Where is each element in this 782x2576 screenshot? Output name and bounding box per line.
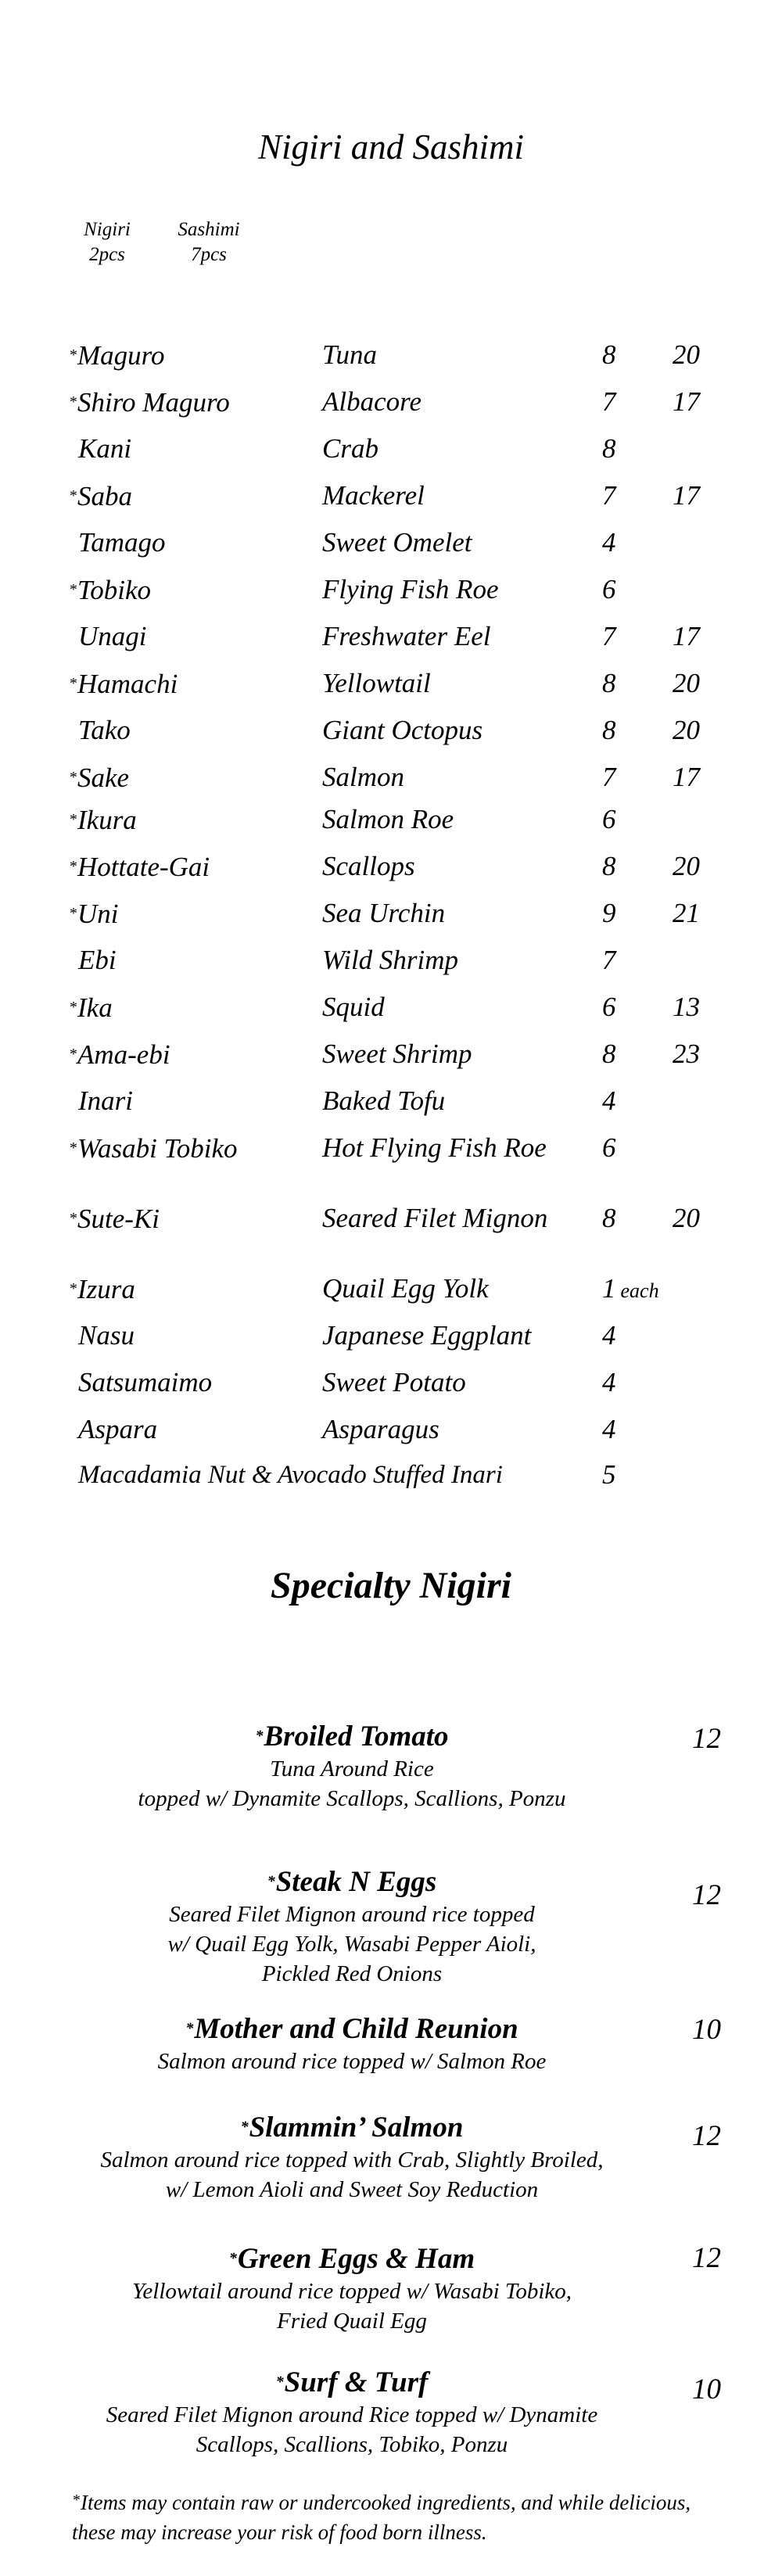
nigiri-price [602, 943, 616, 978]
item-english-name: Squid [322, 992, 385, 1022]
nigiri-price [602, 896, 616, 931]
specialty-price: 12 [692, 1879, 721, 1911]
item-japanese-name [69, 760, 129, 795]
specialty-item [63, 2011, 641, 2076]
specialty-name-text: Green Eggs & Ham [237, 2243, 475, 2275]
nigiri-price [602, 1131, 616, 1165]
specialty-price: 10 [692, 2373, 721, 2406]
nigiri-price-value: 6 [602, 574, 616, 605]
nigiri-price [602, 1412, 616, 1447]
item-english-name: Japanese Eggplant [322, 1320, 532, 1351]
japanese-name-text: Tobiko [77, 575, 152, 605]
raw-star: * [69, 905, 77, 922]
japanese-name-text: Aspara [78, 1414, 158, 1444]
specialty-description-line: Yellowtail around rice topped w/ Wasabi Tobiko, [131, 2279, 572, 2304]
nigiri-price-value: 4 [602, 1320, 616, 1351]
sashimi-price: 13 [673, 992, 700, 1022]
nigiri-price-value: 8 [602, 433, 616, 464]
raw-star: * [69, 1139, 77, 1157]
raw-star: * [275, 2373, 284, 2391]
raw-star: * [255, 1727, 264, 1745]
specialty-name [63, 2011, 641, 2047]
item-english-name: Sweet Potato [322, 1367, 466, 1397]
price-note: each [620, 1279, 659, 1302]
nigiri-price [602, 432, 616, 466]
item-english-name: Salmon [322, 762, 404, 792]
nigiri-price [602, 338, 616, 372]
footnote-star: * [72, 2492, 80, 2509]
specialty-name-text: Steak N Eggs [275, 1866, 437, 1898]
nigiri-price [602, 713, 616, 748]
nigiri-price [602, 479, 616, 513]
specialty-description-line: Salmon around rice topped w/ Salmon Roe [157, 2049, 547, 2074]
item-japanese-name [69, 1365, 212, 1400]
item-japanese-name [69, 1037, 170, 1072]
item-japanese-name [69, 896, 119, 931]
specialty-description-line: Tuna Around Rice [270, 1756, 434, 1781]
item-english-name: Sweet Shrimp [322, 1039, 472, 1069]
nigiri-price-value: 4 [602, 1367, 616, 1397]
nigiri-price [602, 1365, 616, 1400]
japanese-name-text: Maguro [77, 340, 165, 371]
nigiri-price-value: 9 [602, 898, 616, 928]
nigiri-price [602, 1272, 659, 1308]
nigiri-price-value: 6 [602, 804, 616, 834]
item-japanese-name [69, 526, 166, 560]
sashimi-price: 21 [673, 898, 700, 928]
sashimi-column-header [166, 217, 252, 267]
nigiri-price-value: 7 [602, 386, 616, 417]
item-english-name: Quail Egg Yolk [322, 1273, 489, 1304]
sashimi-price: 17 [673, 480, 700, 511]
item-english-name: Sea Urchin [322, 898, 446, 928]
raw-star: * [240, 2119, 249, 2136]
sashimi-count: 7pcs [191, 244, 227, 265]
japanese-name-text: Ama-ebi [77, 1039, 170, 1070]
japanese-name-text: Ebi [78, 945, 117, 975]
item-english-name: Salmon Roe [322, 804, 454, 834]
nigiri-price-value: 8 [602, 668, 616, 698]
japanese-name-text: Kani [78, 433, 132, 464]
specialty-item [63, 2365, 641, 2459]
sashimi-price: 20 [673, 1203, 700, 1233]
sashimi-label: Sashimi [178, 219, 240, 240]
raw-star: * [267, 1873, 275, 1890]
nigiri-price-value: 8 [602, 1039, 616, 1069]
japanese-name-text: Hamachi [77, 669, 178, 699]
item-japanese-name [69, 1272, 135, 1307]
raw-star: * [69, 1210, 77, 1227]
raw-star: * [69, 346, 77, 364]
raw-star: * [69, 1046, 77, 1063]
japanese-name-text: Sake [77, 762, 130, 793]
nigiri-price-value: 6 [602, 1132, 616, 1163]
nigiri-price [602, 1201, 616, 1236]
specialty-item [63, 2110, 641, 2205]
specialty-price: 12 [692, 2120, 721, 2152]
item-japanese-name [69, 943, 117, 978]
raw-star: * [69, 811, 77, 828]
footnote-text: Items may contain raw or undercooked ingredients, and while delicious, these may increase your risk of food born illness. [72, 2491, 691, 2544]
nigiri-price [602, 760, 616, 795]
nigiri-price [602, 1318, 616, 1353]
nigiri-price [602, 666, 616, 701]
raw-star: * [69, 581, 77, 598]
sashimi-price: 20 [673, 339, 700, 370]
item-japanese-name [69, 713, 131, 748]
item-english-name: Wild Shrimp [322, 945, 459, 975]
sashimi-price: 17 [673, 762, 700, 792]
japanese-name-text: Tako [78, 715, 131, 745]
nigiri-price [602, 1084, 616, 1118]
specialty-price: 12 [692, 2242, 721, 2274]
item-english-name: Baked Tofu [322, 1085, 446, 1116]
item-japanese-name [69, 385, 230, 420]
japanese-name-text: Tamago [78, 527, 166, 558]
japanese-name-text: Ikura [77, 805, 137, 835]
item-japanese-name [69, 619, 147, 654]
item-english-name: Sweet Omelet [322, 527, 472, 558]
raw-star: * [69, 675, 77, 692]
specialty-description-line: topped w/ Dynamite Scallops, Scallions, Ponzu [138, 1786, 566, 1811]
specialty-description-line: w/ Lemon Aioli and Sweet Soy Reduction [165, 2177, 539, 2202]
specialty-name [63, 1864, 641, 1900]
nigiri-price-value: 4 [602, 1085, 616, 1116]
japanese-name-text: Unagi [78, 621, 147, 651]
specialty-item [63, 2241, 641, 2336]
raw-star: * [69, 858, 77, 875]
japanese-name-text: Sute-Ki [77, 1204, 160, 1234]
specialty-price: 12 [692, 1723, 721, 1755]
item-japanese-name [69, 572, 151, 608]
sashimi-price: 17 [673, 386, 700, 417]
nigiri-price-value: 4 [602, 1414, 616, 1444]
raw-star: * [185, 2020, 194, 2037]
item-japanese-name [69, 666, 178, 701]
item-english-name: Giant Octopus [322, 715, 483, 745]
item-english-name: Mackerel [322, 480, 425, 511]
nigiri-price [602, 1037, 616, 1071]
specialty-item [63, 1719, 641, 1814]
nigiri-price-value: 8 [602, 339, 616, 370]
specialty-name [63, 2110, 641, 2145]
item-english-name: Hot Flying Fish Roe [322, 1132, 547, 1163]
specialty-description-line: Fried Quail Egg [277, 2309, 427, 2334]
item-english-name: Yellowtail [322, 668, 431, 698]
nigiri-price-value: 8 [602, 715, 616, 745]
specialty-name [63, 1719, 641, 1754]
specialty-name-text: Mother and Child Reunion [194, 2013, 518, 2045]
specialty-name [63, 2365, 641, 2400]
nigiri-price [602, 849, 616, 884]
nigiri-price-value: 7 [602, 945, 616, 975]
raw-star: * [69, 1280, 77, 1297]
item-english-name: Seared Filet Mignon [322, 1203, 548, 1233]
item-japanese-name [69, 479, 132, 514]
sashimi-price: 20 [673, 668, 700, 698]
item-english-name: Flying Fish Roe [322, 574, 499, 605]
japanese-name-text: Nasu [78, 1320, 135, 1351]
specialty-name-text: Surf & Turf [284, 2366, 429, 2398]
japanese-name-text: Izura [77, 1274, 135, 1304]
specialty-description-line: Seared Filet Mignon around Rice topped w/ Dynamite [106, 2402, 598, 2427]
nigiri-price-value: 8 [602, 851, 616, 881]
nigiri-price [602, 802, 616, 837]
nigiri-price [602, 990, 616, 1024]
item-japanese-name [69, 1084, 133, 1118]
nigiri-column-header [72, 217, 142, 267]
nigiri-price-value: 1 [602, 1273, 616, 1304]
nigiri-price [602, 572, 616, 607]
item-japanese-name [69, 1318, 135, 1353]
japanese-name-text: Ika [77, 992, 113, 1023]
item-english-name: Freshwater Eel [322, 621, 491, 651]
specialty-description-line: w/ Quail Egg Yolk, Wasabi Pepper Aioli, [167, 1932, 536, 1957]
raw-star: * [69, 999, 77, 1016]
nigiri-price [602, 526, 616, 560]
nigiri-price-value: 4 [602, 527, 616, 558]
item-japanese-name [69, 338, 164, 373]
raw-star: * [69, 487, 77, 504]
specialty-name-text: Broiled Tomato [264, 1720, 449, 1753]
raw-star: * [69, 769, 77, 786]
japanese-name-text: Shiro Maguro [77, 387, 230, 418]
specialty-description-line: Scallops, Scallions, Tobiko, Ponzu [196, 2432, 508, 2457]
specialty-item [63, 1864, 641, 1989]
nigiri-price [602, 385, 616, 419]
japanese-name-text: Wasabi Tobiko [77, 1133, 238, 1164]
specialty-price: 10 [692, 2014, 721, 2046]
nigiri-price-value: 6 [602, 992, 616, 1022]
item-english-name: Asparagus [322, 1414, 439, 1444]
specialty-title: Specialty Nigiri [271, 1565, 511, 1606]
item-japanese-name [69, 1131, 238, 1166]
nigiri-price-value: 8 [602, 1203, 616, 1233]
footnote [72, 2485, 713, 2547]
japanese-name-text: Hottate-Gai [77, 852, 210, 882]
nigiri-count: 2pcs [89, 244, 125, 265]
japanese-name-text: Saba [77, 481, 132, 511]
nigiri-label: Nigiri [84, 219, 131, 240]
item-english-name: Albacore [322, 386, 421, 417]
item-english-name: Scallops [322, 851, 415, 881]
sashimi-price: 20 [673, 715, 700, 745]
item-japanese-name [69, 849, 210, 884]
item-japanese-name [69, 1201, 160, 1236]
item-english-name: Tuna [322, 339, 378, 370]
specialty-name-text: Slammin’ Salmon [249, 2111, 464, 2144]
nigiri-price-value: 7 [602, 621, 616, 651]
item-japanese-name [69, 990, 113, 1025]
sashimi-price: 17 [673, 621, 700, 651]
japanese-name-text: Inari [78, 1085, 133, 1116]
item-english-name: Crab [322, 433, 378, 464]
item-japanese-name [69, 1412, 157, 1447]
japanese-name-text: Satsumaimo [78, 1367, 213, 1397]
item-japanese-name [69, 432, 131, 466]
sashimi-price: 23 [673, 1039, 700, 1069]
raw-star: * [69, 393, 77, 411]
specialty-description-line: Pickled Red Onions [261, 1961, 443, 1986]
nigiri-price [602, 619, 616, 654]
macadamia-price: 5 [602, 1459, 616, 1490]
item-japanese-name [69, 802, 137, 838]
nigiri-price-value: 7 [602, 480, 616, 511]
raw-star: * [228, 2250, 237, 2267]
specialty-description-line: Salmon around rice topped with Crab, Slightly Broiled, [100, 2147, 604, 2172]
sashimi-price: 20 [673, 851, 700, 881]
japanese-name-text: Uni [77, 899, 119, 929]
specialty-description-line: Seared Filet Mignon around rice topped [169, 1902, 535, 1927]
specialty-name [63, 2241, 641, 2276]
macadamia-name: Macadamia Nut & Avocado Stuffed Inari [78, 1461, 503, 1489]
nigiri-price-value: 7 [602, 762, 616, 792]
menu-title: Nigiri and Sashimi [257, 127, 525, 167]
